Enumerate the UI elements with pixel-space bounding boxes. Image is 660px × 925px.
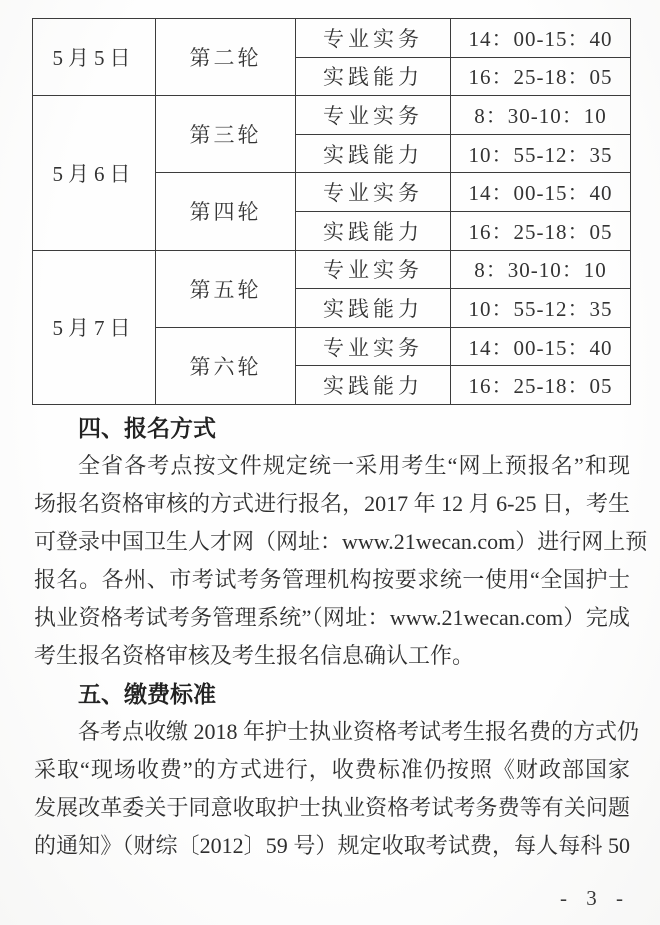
paragraph-line: 的通知》（财综〔2012〕59 号）规定收取考试费，每人每科 50 xyxy=(34,833,630,858)
cell-subject: 实践能力 xyxy=(296,134,451,173)
cell-subject: 实践能力 xyxy=(296,366,451,405)
cell-time: 16：25-18：05 xyxy=(451,366,631,405)
page-number: - 3 - xyxy=(560,886,630,910)
cell-time: 8：30-10：10 xyxy=(451,250,631,289)
cell-subject: 实践能力 xyxy=(296,289,451,328)
paragraph-line: 场报名资格审核的方式进行报名，2017 年 12 月 6-25 日，考生 xyxy=(34,491,630,516)
table-row xyxy=(33,250,631,289)
cell-subject: 实践能力 xyxy=(296,57,451,96)
cell-subject: 专业实务 xyxy=(296,19,451,58)
table-row xyxy=(33,19,631,58)
cell-time: 16：25-18：05 xyxy=(451,57,631,96)
paragraph-line: 考生报名资格审核及考生报名信息确认工作。 xyxy=(34,643,475,668)
table-row xyxy=(33,96,631,135)
cell-time: 10：55-12：35 xyxy=(451,134,631,173)
body-text xyxy=(34,409,648,865)
paragraph-line: 发展改革委关于同意收取护士执业资格考试考务费等有关问题 xyxy=(34,795,630,820)
cell-round: 第三轮 xyxy=(156,96,296,173)
cell-time: 14：00-15：40 xyxy=(451,173,631,212)
cell-subject: 专业实务 xyxy=(296,96,451,135)
paragraph-line: 全省各考点按文件规定统一采用考生“网上预报名”和现 xyxy=(78,453,630,478)
section-heading-registration: 四、报名方式 xyxy=(78,415,216,441)
cell-time: 8：30-10：10 xyxy=(451,96,631,135)
cell-date: 5月7日 xyxy=(33,250,156,404)
paragraph-line: 可登录中国卫生人才网（网址：www.21wecan.com）进行网上预 xyxy=(34,529,648,554)
section-heading-payment: 五、缴费标准 xyxy=(78,681,216,707)
cell-subject: 专业实务 xyxy=(296,173,451,212)
paragraph-line: 各考点收缴 2018 年护士执业资格考试考生报名费的方式仍 xyxy=(78,719,640,744)
cell-time: 10：55-12：35 xyxy=(451,289,631,328)
cell-time: 14：00-15：40 xyxy=(451,19,631,58)
cell-time: 16：25-18：05 xyxy=(451,211,631,250)
paragraph-line: 执业资格考试考务管理系统”（网址：www.21wecan.com）完成 xyxy=(34,605,630,630)
cell-round: 第二轮 xyxy=(156,19,296,96)
cell-round: 第五轮 xyxy=(156,250,296,327)
cell-subject: 实践能力 xyxy=(296,211,451,250)
cell-date: 5月6日 xyxy=(33,96,156,250)
paragraph-line: 采取“现场收费”的方式进行，收费标准仍按照《财政部国家 xyxy=(34,757,630,782)
cell-subject: 专业实务 xyxy=(296,250,451,289)
cell-subject: 专业实务 xyxy=(296,327,451,366)
cell-date: 5月5日 xyxy=(33,19,156,96)
cell-round: 第六轮 xyxy=(156,327,296,404)
paragraph-line: 报名。各州、市考试考务管理机构按要求统一使用“全国护士 xyxy=(34,567,630,592)
exam-schedule-table xyxy=(32,18,631,405)
cell-time: 14：00-15：40 xyxy=(451,327,631,366)
cell-round: 第四轮 xyxy=(156,173,296,250)
